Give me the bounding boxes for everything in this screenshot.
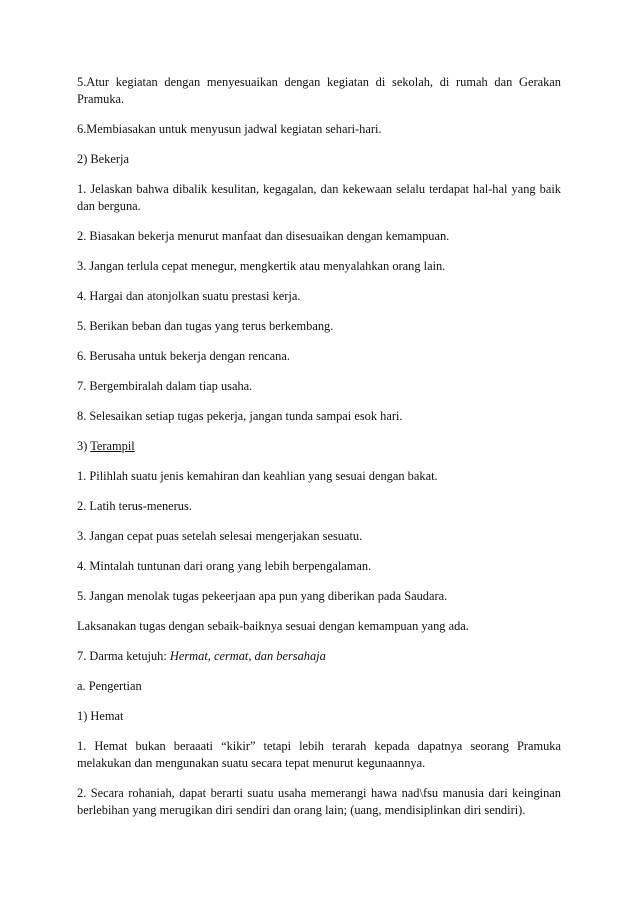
list-item-bekerja-6: 6. Berusaha untuk bekerja dengan rencana. [77,349,290,363]
list-item-bekerja-2: 2. Biasakan bekerja menurut manfaat dan disesuaikan dengan kemampuan. [77,229,450,243]
list-item-terampil-1: 1. Pilihlah suatu jenis kemahiran dan keahlian yang sesuai dengan bakat. [77,469,438,483]
list-item-hemat-1: 1. Hemat bukan beraaati “kikir” tetapi lebih terarah kepada dapatnya seorang Pramuka melakukan dan mengunakan suatu secara tepat menurut kegunaannya. [77,739,561,770]
list-item-bekerja-4: 4. Hargai dan atonjolkan suatu prestasi kerja. [77,289,301,303]
list-item-hemat-2: 2. Secara rohaniah, dapat berarti suatu usaha memerangi hawa nad\fsu manusia dari keinginan berlebihan yang merugikan diri sendiri dan orang lain; (uang, mendisiplinkan diri sendiri). [77,786,561,817]
list-item-bekerja-1: 1. Jelaskan bahwa dibalik kesulitan, kegagalan, dan kekewaan selalu terdapat hal-hal yang baik dan berguna. [77,182,561,213]
list-item-bekerja-5: 5. Berikan beban dan tugas yang terus berkembang. [77,319,334,333]
heading-terampil [77,438,561,455]
heading-terampil-number: 3) [77,439,91,453]
paragraph-jadwal-kegiatan: 6.Membiasakan untuk menyusun jadwal kegiatan sehari-hari. [77,122,382,136]
document-page [77,74,561,832]
list-item-terampil-4: 4. Mintalah tuntunan dari orang yang lebih berpengalaman. [77,559,372,573]
list-item-terampil-5: 5. Jangan menolak tugas pekeerjaan apa pun yang diberikan pada Saudara. [77,589,448,603]
heading-darma-ketujuh-title: Hermat, cermat, dan bersahaja [169,649,326,663]
heading-terampil-label: Terampil [90,439,135,453]
paragraph-atur-kegiatan: 5.Atur kegiatan dengan menyesuaikan dengan kegiatan di sekolah, di rumah dan Gerakan Pramuka. [77,75,561,106]
list-item-terampil-2: 2. Latih terus-menerus. [77,499,192,513]
heading-hemat: 1) Hemat [77,709,124,723]
list-item-bekerja-8: 8. Selesaikan setiap tugas pekerja, jangan tunda sampai esok hari. [77,409,403,423]
list-item-terampil-3: 3. Jangan cepat puas setelah selesai mengerjakan sesuatu. [77,529,363,543]
list-item-bekerja-3: 3. Jangan terlula cepat menegur, mengkertik atau menyalahkan orang lain. [77,259,446,273]
heading-bekerja: 2) Bekerja [77,152,129,166]
heading-pengertian: a. Pengertian [77,679,142,693]
paragraph-laksanakan-tugas: Laksanakan tugas dengan sebaik-baiknya sesuai dengan kemampuan yang ada. [77,619,469,633]
heading-darma-ketujuh-prefix: 7. Darma ketujuh: [77,649,170,663]
heading-darma-ketujuh [77,648,561,665]
list-item-bekerja-7: 7. Bergembiralah dalam tiap usaha. [77,379,253,393]
